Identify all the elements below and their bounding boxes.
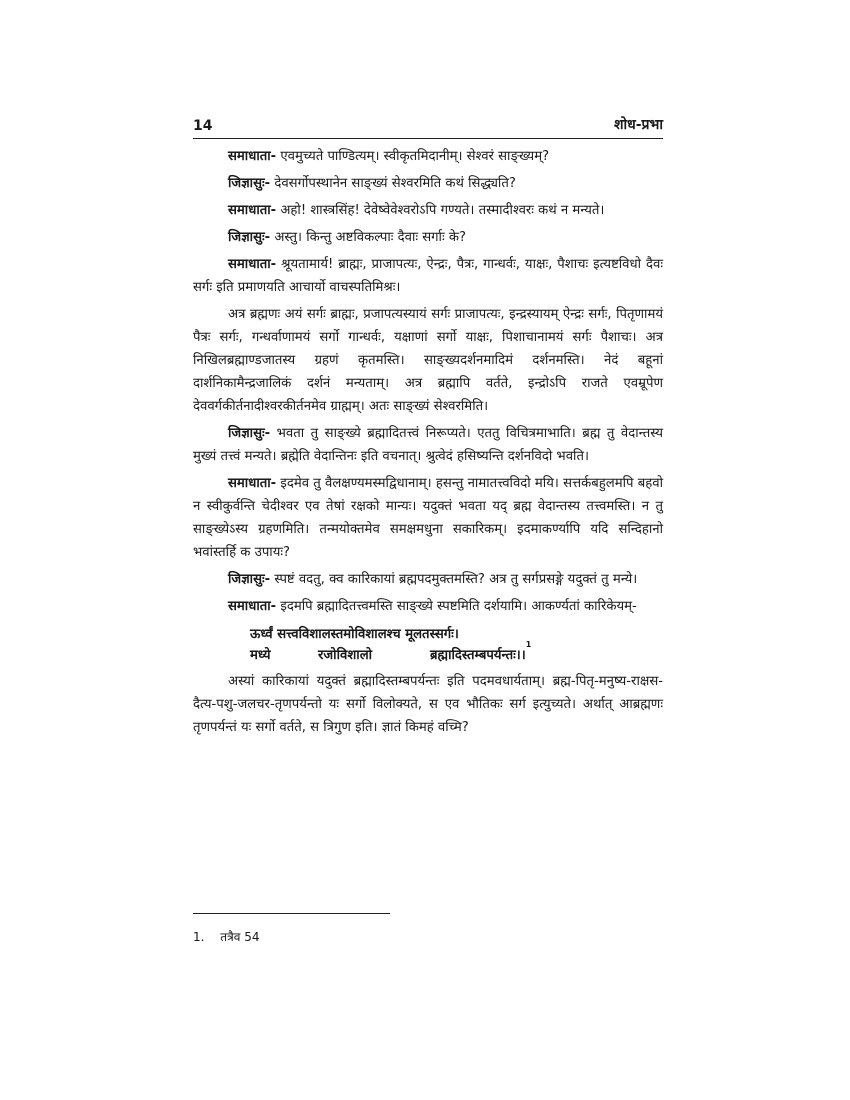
- speaker-label: जिज्ञासुः-: [228, 426, 271, 441]
- dialogue-paragraph: [193, 422, 663, 468]
- paragraph-text: भवता तु साङ्ख्ये ब्रह्मादितत्त्वं निरूप्यते। एततु विचित्रमाभाति। ब्रह्म तु वेदान्तस्य मुख्यं तत्त्वं मन्यते। ब्रह्मेति वेदान्तिनः इति वचनात्। श्रुत्वेदं हसिष्यन्ति दर्शनविदो भवति।: [193, 426, 663, 464]
- page-header: [193, 112, 663, 139]
- speaker-label: समाधाता-: [228, 203, 277, 218]
- speaker-label: जिज्ञासुः-: [228, 572, 271, 587]
- dialogue-paragraph: [193, 568, 663, 591]
- paragraph-text: देवसर्गोपस्थानेन साङ्ख्यं सेश्वरमिति कथं सिद्ध्यति?: [270, 176, 516, 191]
- paragraph-text: इदमपि ब्रह्मादितत्त्वमस्ति साङ्ख्ये स्पष्टमिति दर्शयामि। आकर्ण्यतां कारिकेयम्-: [276, 599, 637, 614]
- paragraph-text: इदमेव तु वैलक्षण्यमस्मद्विधानाम्। हसन्तु नामातत्त्वविदो मयि। सत्तर्कबहुलमपि बहवो न स्वीकुर्वन्ति चेदीश्वर एव तेषां रक्षको मान्यः। यदुक्तं भवता यद् ब्रह्म वेदान्तस्य तत्त्वमस्ति। न तु साङ्ख्येऽस्य ग्रहणमिति। तन्मयोक्तमेव समक्षमधुना सकारिकम्। इदमाकर्ण्यापि यदि सन्दिहानो भवांस्तर्हि क उपायः?: [193, 476, 663, 560]
- dialogue-paragraph: [193, 226, 663, 249]
- body-paragraph: [193, 670, 663, 739]
- footnote-divider: [193, 913, 390, 914]
- verse-line-2: [250, 640, 663, 666]
- footnote-text: तत्रैव 54: [220, 930, 260, 944]
- dialogue-paragraph: [193, 199, 663, 222]
- page-number: 14: [193, 118, 213, 134]
- footnote-number: 1.: [193, 930, 205, 944]
- paragraph-text: अस्तु। किन्तु अष्टविकल्पाः दैवाः सर्गाः के?: [270, 230, 466, 245]
- paragraph-text: श्रूयतामार्य! ब्राह्मः, प्राजापत्यः, ऐन्द्रः, पैत्रः, गान्धर्वः, याक्षः, पैशाचः इत्यष्टविधो दैवः सर्गः इति प्रमाणयति आचार्यो वाचस्पतिमिश्रः।: [193, 257, 663, 295]
- paragraph-text: अस्यां कारिकायां यदुक्तं ब्रह्मादिस्तम्बपर्यन्तः इति पदमवधार्यताम्। ब्रह्म-पितृ-मनुष्य-राक्षस-दैत्य-पशु-जलचर-तृणपर्यन्तो यः सर्गो विलोक्यते, स एव भौतिकः सर्ग इत्युच्यते। अर्थात् आब्रह्मणः तृणपर्यन्तं यः सर्गो वर्तते, स त्रिगुण इति। ज्ञातं किमहं वच्मि?: [193, 674, 663, 735]
- verse-line-1: ऊर्ध्वं सत्त्वविशालस्तमोविशालश्च मूलतस्सर्गः।: [250, 627, 459, 642]
- verse-word: ब्रह्मादिस्तम्बपर्यन्तः।।: [430, 648, 526, 663]
- verse-word: रजोविशालो: [318, 648, 373, 663]
- speaker-label: समाधाता-: [228, 476, 277, 491]
- footnote: [193, 928, 260, 945]
- speaker-label: समाधाता-: [228, 257, 277, 272]
- speaker-label: जिज्ञासुः-: [228, 230, 271, 245]
- dialogue-paragraph: [193, 145, 663, 168]
- paragraph-text: स्पष्टं वदतु, क्व कारिकायां ब्रह्मपदमुक्तमस्ति? अत्र तु सर्गप्रसङ्गे यदुक्तं तु मन्ये।: [270, 572, 638, 587]
- dialogue-paragraph: [193, 595, 663, 618]
- karika-verse: [250, 624, 663, 666]
- page-body: [193, 145, 663, 739]
- speaker-label: समाधाता-: [228, 599, 277, 614]
- dialogue-paragraph: [193, 472, 663, 564]
- paragraph-text: अहो! शास्त्रसिंह! देवेष्वेवेश्वरोऽपि गण्यते। तस्मादीश्वरः कथं न मन्यते।: [276, 203, 605, 218]
- dialogue-paragraph: [193, 172, 663, 195]
- body-paragraph: [193, 303, 663, 418]
- paragraph-text: एवमुच्यते पाण्डित्यम्। स्वीकृतमिदानीम्। सेश्वरं साङ्ख्यम्?: [276, 149, 550, 164]
- dialogue-paragraph: [193, 253, 663, 299]
- speaker-label: समाधाता-: [228, 149, 277, 164]
- paragraph-text: अत्र ब्रह्मणः अयं सर्गः ब्राह्मः, प्रजापत्यस्यायं सर्गः प्राजापत्यः, इन्द्रस्यायम् ऐन्द्रः सर्गः, पितृणामयं पैत्रः सर्गः, गन्धर्वाणामयं सर्गो गान्धर्वः, यक्षाणां सर्गो याक्षः, पिशाचानामयं सर्गः पैशाचः। अत्र निखिलब्रह्माण्डजातस्य ग्रहणं कृतमस्ति। साङ्ख्यदर्शनमादिमं दर्शनमस्ति। नेदं बहूनां दार्शनिकामैन्द्रजालिकं दर्शनं मन्यताम्। अत्र ब्रह्मापि वर्तते, इन्द्रोऽपि राजते एवम्रूपेण देववर्गकीर्तनादीश्वरकीर्तनमेव ग्राह्मम्। अतः साङ्ख्यं सेश्वरमिति।: [193, 307, 663, 414]
- footnote-mark[interactable]: 1: [525, 640, 532, 649]
- verse-word: मध्ये: [250, 648, 271, 663]
- running-title: शोध-प्रभा: [613, 117, 663, 133]
- speaker-label: जिज्ञासुः-: [228, 176, 271, 191]
- document-page: [193, 112, 663, 743]
